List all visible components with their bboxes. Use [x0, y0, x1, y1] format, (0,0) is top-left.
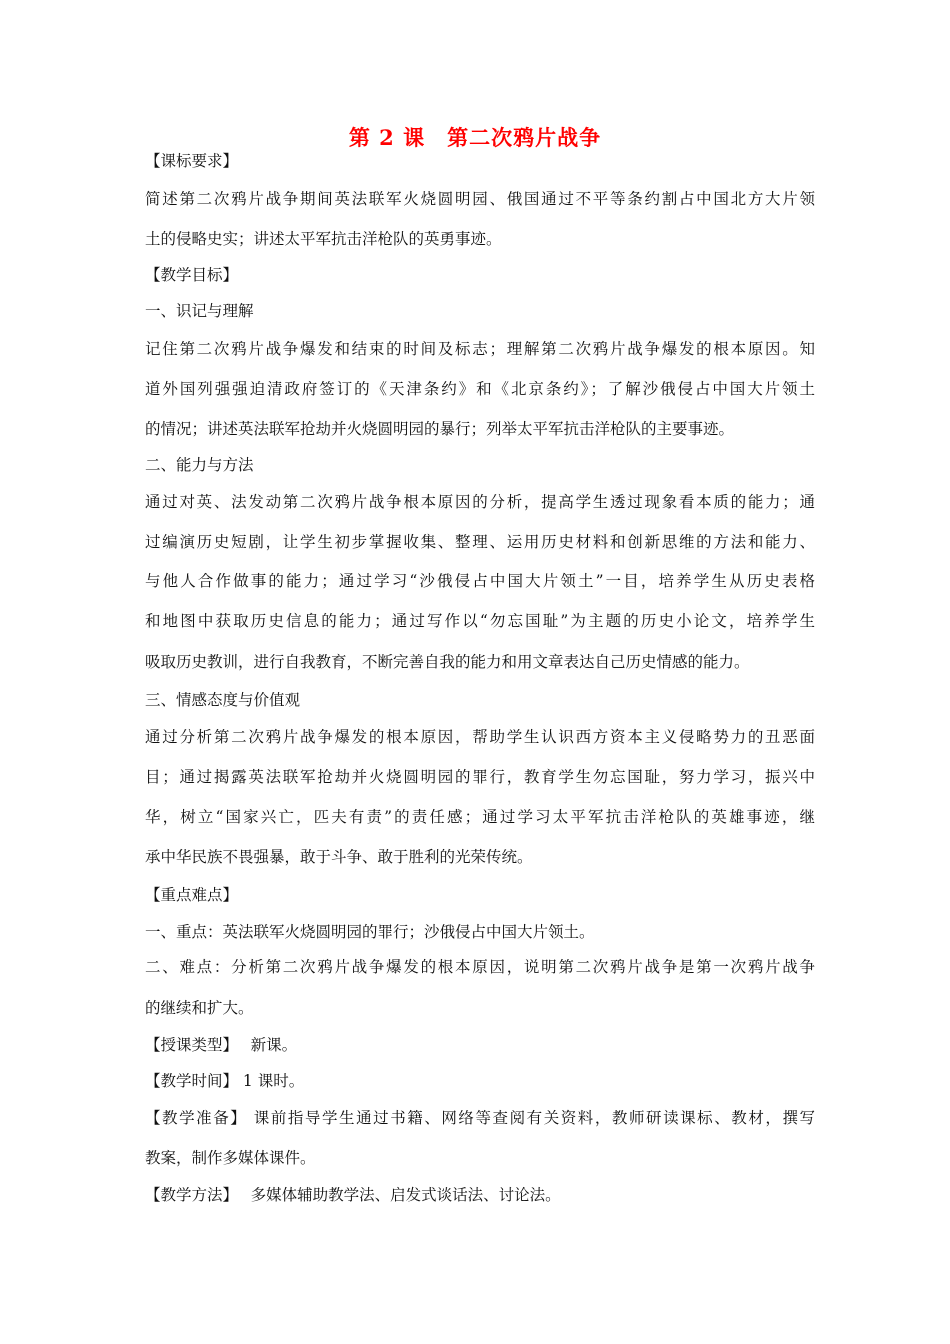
- text-line: 二、难点：分析第二次鸦片战争爆发的根本原因，说明第二次鸦片战争是第一次鸦片战争: [145, 958, 815, 976]
- text-line: 目；通过揭露英法联军抢劫并火烧圆明园的罪行，教育学生勿忘国耻，努力学习，振兴中: [145, 768, 815, 786]
- heading-curriculum: 【课标要求】: [145, 152, 239, 170]
- teaching-method: 【教学方法】 多媒体辅助教学法、启发式谈话法、讨论法。: [145, 1186, 561, 1204]
- text-line: 通过分析第二次鸦片战争爆发的根本原因，帮助学生认识西方资本主义侵略势力的丑恶面: [145, 728, 815, 746]
- text-line: 的继续和扩大。: [145, 999, 254, 1017]
- lesson-title: 第 2 课 第二次鸦片战争: [348, 125, 602, 150]
- text-line: 通过对英、法发动第二次鸦片战争根本原因的分析，提高学生透过现象看本质的能力；通: [145, 493, 815, 511]
- lesson-type: 【授课类型】 新课。: [145, 1036, 298, 1054]
- heading-goals: 【教学目标】: [145, 266, 239, 284]
- subheading: 三、情感态度与价值观: [145, 691, 301, 709]
- text-line: 记住第二次鸦片战争爆发和结束的时间及标志；理解第二次鸦片战争爆发的根本原因。知: [145, 340, 815, 358]
- text-line: 华，树立“国家兴亡，匹夫有责”的责任感；通过学习太平军抗击洋枪队的英雄事迹，继: [145, 808, 815, 826]
- text-line: 过编演历史短剧，让学生初步掌握收集、整理、运用历史材料和创新思维的方法和能力、: [145, 533, 815, 551]
- text-line: 的情况；讲述英法联军抢劫并火烧圆明园的暴行；列举太平军抗击洋枪队的主要事迹。: [145, 420, 735, 438]
- text-line: 和地图中获取历史信息的能力；通过写作以“勿忘国耻”为主题的历史小论文，培养学生: [145, 612, 815, 630]
- subheading: 一、识记与理解: [145, 302, 254, 320]
- text-line: 简述第二次鸦片战争期间英法联军火烧圆明园、俄国通过不平等条约割占中国北方大片领: [145, 190, 815, 208]
- text-line: 土的侵略史实；讲述太平军抗击洋枪队的英勇事迹。: [145, 230, 502, 248]
- text-line: 道外国列强强迫清政府签订的《天津条约》和《北京条约》；了解沙俄侵占中国大片领土: [145, 380, 815, 398]
- text-line: 教案，制作多媒体课件。: [145, 1149, 316, 1167]
- heading-keypoints: 【重点难点】: [145, 886, 239, 904]
- text-line: 与他人合作做事的能力；通过学习“沙俄侵占中国大片领土”一目，培养学生从历史表格: [145, 572, 815, 590]
- lesson-time: 【教学时间】 1 课时。: [145, 1072, 305, 1090]
- subheading: 二、能力与方法: [145, 456, 254, 474]
- text-line: 一、重点：英法联军火烧圆明园的罪行；沙俄侵占中国大片领土。: [145, 923, 595, 941]
- text-line: 承中华民族不畏强暴，敢于斗争、敢于胜利的光荣传统。: [145, 848, 533, 866]
- lesson-prep: 【教学准备】 课前指导学生通过书籍、网络等查阅有关资料，教师研读课标、教材，撰写: [145, 1109, 815, 1127]
- text-line: 吸取历史教训，进行自我教育，不断完善自我的能力和用文章表达自己历史情感的能力。: [145, 653, 750, 671]
